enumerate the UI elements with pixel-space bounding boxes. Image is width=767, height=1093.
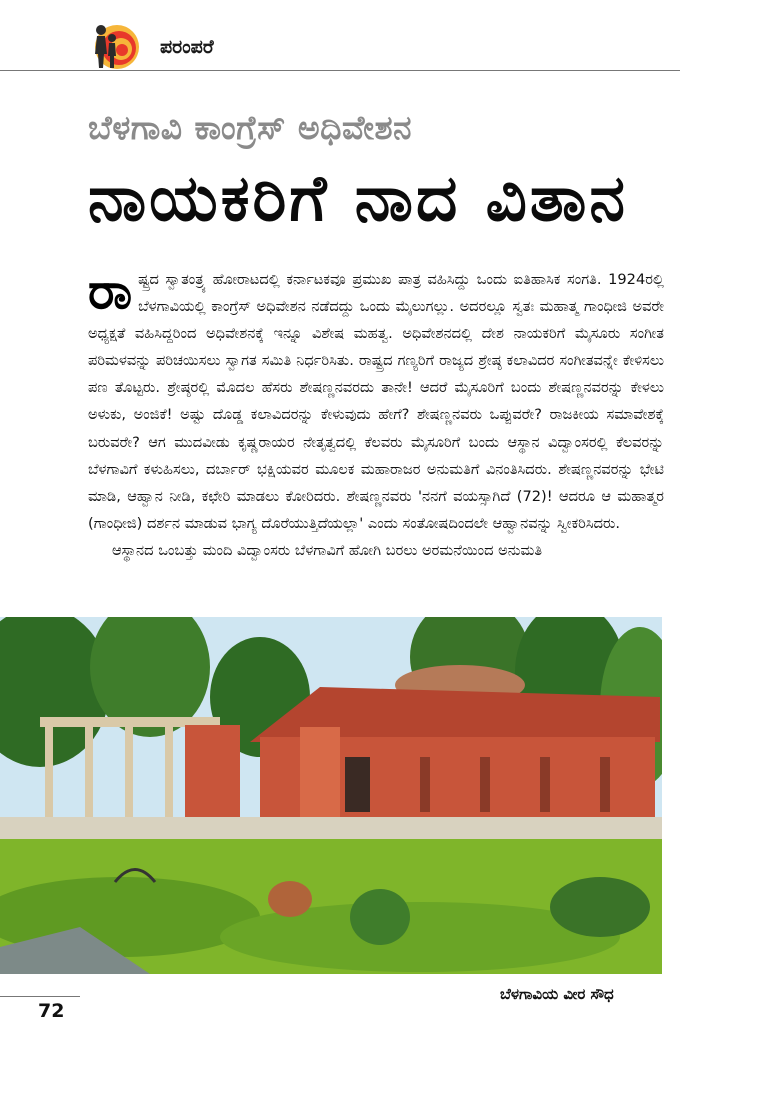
photo-caption: ಬೆಳಗಾವಿಯ ವೀರ ಸೌಧ xyxy=(500,985,614,1003)
article-kicker: ಬೆಳಗಾವಿ ಕಾಂಗ್ರೆಸ್ ಅಧಿವೇಶನ xyxy=(88,108,412,147)
article-body xyxy=(88,262,664,564)
veera-soudha-photo xyxy=(0,617,662,974)
drop-cap: ರಾ xyxy=(88,262,133,320)
family-logo-icon xyxy=(88,20,146,70)
article-headline: ನಾಯಕರಿಗೆ ನಾದ ವಿತಾನ xyxy=(88,162,628,236)
paragraph-1-text: ಷ್ಟ್ರದ ಸ್ವಾತಂತ್ರ್ಯ ಹೋರಾಟದಲ್ಲಿ ಕರ್ನಾಟಕವೂ ಪ್ರಮುಖ ಪಾತ್ರ ವಹಿಸಿದ್ದು ಒಂದು ಐತಿಹಾಸಿಕ ಸಂಗತಿ. 1924ರಲ್ಲಿ ಬೆಳಗಾವಿಯಲ್ಲಿ ಕಾಂಗ್ರೆಸ್ ಅಧಿವೇಶನ ನಡೆದದ್ದು ಒಂದು ಮೈಲುಗಲ್ಲು. ಅದರಲ್ಲೂ ಸ್ವತಃ ಮಹಾತ್ಮ ಗಾಂಧೀಜಿ ಅವರೇ ಅಧ್ಯಕ್ಷತೆ ವಹಿಸಿದ್ದರಿಂದ ಅಧಿವೇಶನಕ್ಕೆ ಇನ್ನೂ ವಿಶೇಷ ಮಹತ್ವ. ಅಧಿವೇಶನದಲ್ಲಿ ದೇಶ ನಾಯಕರಿಗೆ ಮೈಸೂರು ಸಂಗೀತ ಪರಿಮಳವನ್ನು ಪರಿಚಯಿಸಲು ಸ್ವಾಗತ ಸಮಿತಿ ನಿರ್ಧರಿಸಿತು. ರಾಷ್ಟ್ರದ ಗಣ್ಯರಿಗೆ ರಾಜ್ಯದ ಶ್ರೇಷ್ಠ ಕಲಾವಿದರ ಸಂಗೀತವನ್ನೇ ಕೇಳಿಸಲು ಪಣ ತೊಟ್ಟರು. ಶ್ರೇಷ್ಠರಲ್ಲಿ ಮೊದಲ ಹೆಸರು ಶೇಷಣ್ಣನವರದು ತಾನೇ! ಆದರೆ ಮೈಸೂರಿಗೆ ಬಂದು ಶೇಷಣ್ಣನವರನ್ನು ಕೇಳಲು ಅಳುಕು, ಅಂಜಿಕೆ! ಅಷ್ಟು ದೊಡ್ಡ ಕಲಾವಿದರನ್ನು ಕೇಳುವುದು ಹೇಗೆ? ಶೇಷಣ್ಣನವರು ಒಪ್ಪುವರೇ? ರಾಜಕೀಯ ಸಮಾವೇಶಕ್ಕೆ ಬರುವರೇ? ಆಗ ಮುದವೀಡು ಕೃಷ್ಣರಾಯರ ನೇತೃತ್ವದಲ್ಲಿ ಕೆಲವರು ಮೈಸೂರಿಗೆ ಬಂದು ಆಸ್ಥಾನ ವಿದ್ವಾಂಸರಲ್ಲಿ ಕೆಲವರನ್ನು ಬೆಳಗಾವಿಗೆ ಕಳುಹಿಸಲು, ದರ್ಬಾರ್ ಭಕ್ಷಿಯವರ ಮೂಲಕ ಮಹಾರಾಜರ ಅನುಮತಿಗೆ ವಿನಂತಿಸಿದರು. ಶೇಷಣ್ಣನವರನ್ನು ಭೇಟಿ ಮಾಡಿ, ಆಹ್ವಾನ ನೀಡಿ, ಕಛೇರಿ ಮಾಡಲು ಕೋರಿದರು. ಶೇಷಣ್ಣನವರು 'ನನಗೆ ವಯಸ್ಸಾಗಿದೆ (72)! ಆದರೂ ಆ ಮಹಾತ್ಮರ (ಗಾಂಧೀಜಿ) ದರ್ಶನ ಮಾಡುವ ಭಾಗ್ಯ ದೊರೆಯುತ್ತಿದೆಯಲ್ಲಾ' ಎಂದು ಸಂತೋಷದಿಂದಲೇ ಆಹ್ವಾನವನ್ನು ಸ್ವೀಕರಿಸಿದರು. xyxy=(88,271,664,532)
article-paragraph-1 xyxy=(88,262,664,537)
section-label: ಪರಂಪರೆ xyxy=(160,36,214,58)
footer-divider xyxy=(0,996,80,997)
header-divider xyxy=(0,70,680,71)
article-paragraph-2: ಆಸ್ಥಾನದ ಒಂಬತ್ತು ಮಂದಿ ವಿದ್ವಾಂಸರು ಬೆಳಗಾವಿಗೆ ಹೋಗಿ ಬರಲು ಅರಮನೆಯಿಂದ ಅನುಮತಿ xyxy=(112,541,543,559)
page-number: 72 xyxy=(38,1000,65,1022)
